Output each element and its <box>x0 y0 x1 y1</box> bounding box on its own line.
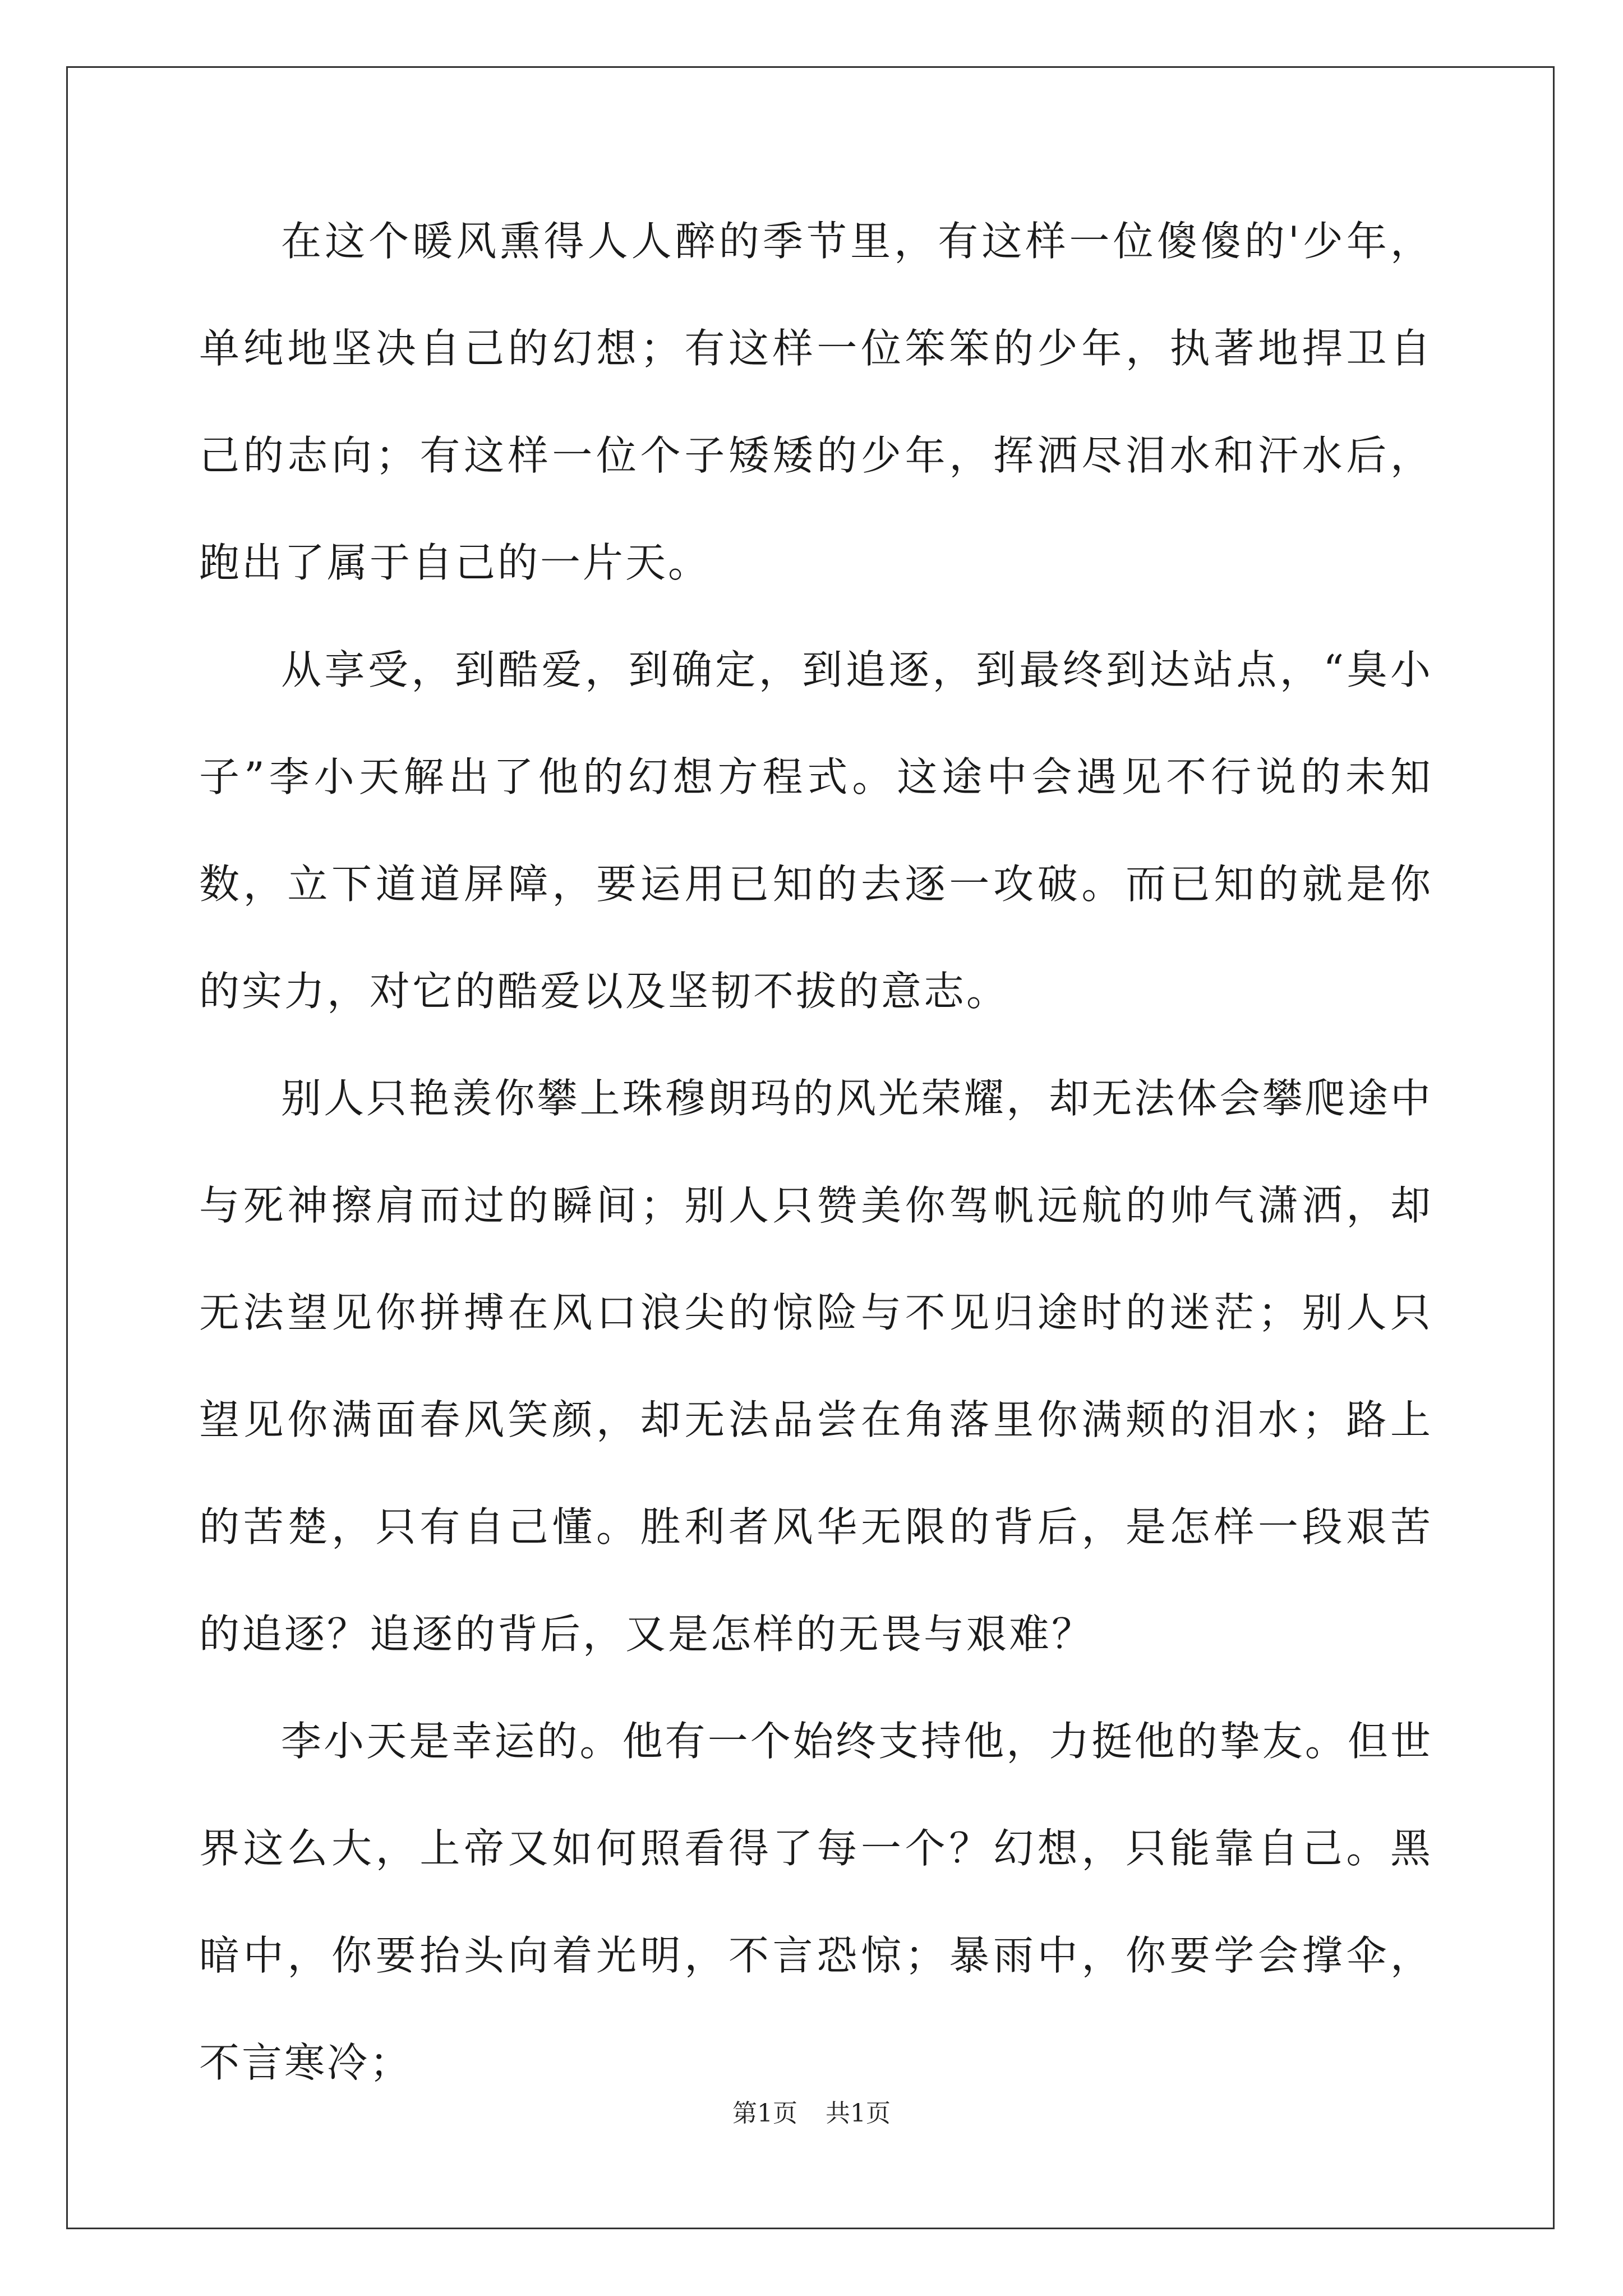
paragraph-3: 别人只艳羡你攀上珠穆朗玛的风光荣耀，却无法体会攀爬途中与死神擦肩而过的瞬间；别人只赞美你驾帆远航的帅气潇洒，却无法望见你拼搏在风口浪尖的惊险与不见归途时的迷茫；别人只望见你满面春风笑颜，却无法品尝在角落里你满颊的泪水；路上的苦楚，只有自己懂。胜利者风华无限的背后，是怎样一段艰苦的追逐？追逐的背后，又是怎样的无畏与艰难？ <box>199 1075 1433 1658</box>
page-number-current: 第1页 <box>732 2099 797 2128</box>
paragraph-1: 在这个暖风熏得人人醉的季节里，有这样一位傻傻的'少年，单纯地坚决自己的幻想；有这样一位笨笨的少年，执著地捍卫自己的志向；有这样一位个子矮矮的少年，挥洒尽泪水和汗水后，跑出了属于自己的一片天。 <box>199 218 1433 586</box>
paragraph-2: 从享受，到酷爱，到确定，到追逐，到最终到达站点，“臭小子”李小天解出了他的幻想方程式。这途中会遇见不行说的未知数，立下道道屏障，要运用已知的去逐一攻破。而已知的就是你的实力，对它的酷爱以及坚韧不拔的意志。 <box>199 646 1433 1015</box>
document-body <box>199 188 1433 2116</box>
page-number-total: 共1页 <box>826 2099 891 2128</box>
paragraph-4: 李小天是幸运的。他有一个始终支持他，力挺他的挚友。但世界这么大，上帝又如何照看得了每一个？幻想，只能靠自己。黑暗中，你要抬头向着光明，不言恐惊；暴雨中，你要学会撑伞，不言寒冷； <box>199 1718 1433 2086</box>
page-footer <box>0 2097 1623 2131</box>
